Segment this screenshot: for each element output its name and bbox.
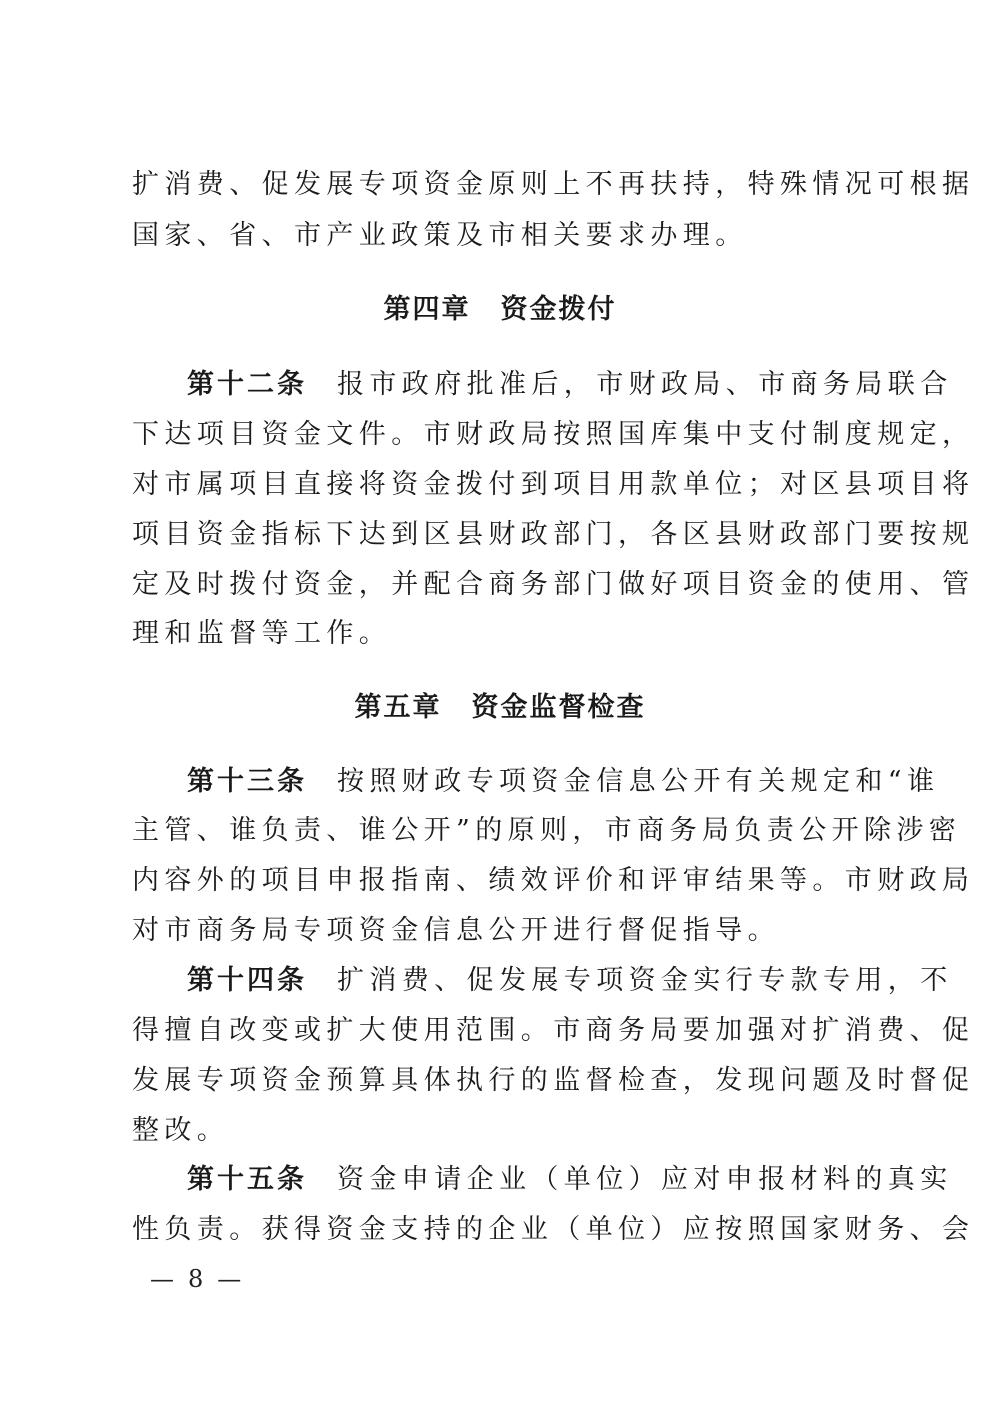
paragraph-line: 理和监督等工作。	[132, 618, 392, 649]
chapter-title: 资金监督检查	[471, 692, 646, 723]
paragraph-line: 国家、省、市产业政策及市相关要求办理。	[132, 220, 748, 251]
article-label: 第十二条	[187, 369, 307, 400]
chapter-number: 第五章	[354, 692, 442, 723]
paragraph-line: 整改。	[132, 1115, 230, 1146]
article-first-line	[187, 1160, 953, 1200]
paragraph-line: 扩消费、促发展专项资金原则上不再扶持，特殊情况可根据	[132, 169, 975, 200]
article-label: 第十五条	[187, 1164, 307, 1195]
article-label: 第十四条	[187, 965, 307, 996]
chapter-heading	[0, 688, 1000, 728]
footer-dash: —	[150, 1265, 174, 1293]
page-number-footer	[150, 1264, 241, 1294]
article-text: 资金申请企业（单位）应对申报材料的真实	[337, 1164, 953, 1195]
paragraph-line: 性负责。获得资金支持的企业（单位）应按照国家财务、会	[132, 1214, 975, 1245]
article-first-line	[187, 961, 953, 1001]
article-label: 第十三条	[187, 766, 307, 797]
paragraph-line: 内容外的项目申报指南、绩效评价和评审结果等。市财政局	[132, 865, 975, 896]
paragraph-line: 发展专项资金预算具体执行的监督检查，发现问题及时督促	[132, 1065, 975, 1096]
article-text: 报市政府批准后，市财政局、市商务局联合	[337, 369, 953, 400]
paragraph-line: 定及时拨付资金，并配合商务部门做好项目资金的使用、管	[132, 569, 975, 600]
paragraph-line: 得擅自改变或扩大使用范围。市商务局要加强对扩消费、促	[132, 1015, 975, 1046]
article-first-line	[187, 365, 953, 405]
paragraph-line: 对市属项目直接将资金拨付到项目用款单位；对区县项目将	[132, 469, 975, 500]
chapter-number: 第四章	[383, 294, 471, 325]
paragraph-line: 对市商务局专项资金信息公开进行督促指导。	[132, 915, 780, 946]
paragraph-line: 下达项目资金文件。市财政局按照国库集中支付制度规定，	[132, 419, 975, 450]
footer-dash: —	[217, 1265, 242, 1293]
chapter-heading	[0, 290, 1000, 330]
article-text: 按照财政专项资金信息公开有关规定和“谁	[337, 766, 940, 797]
article-first-line	[187, 762, 940, 802]
paragraph-line: 主管、谁负责、谁公开”的原则，市商务局负责公开除涉密	[132, 815, 962, 846]
chapter-title: 资金拨付	[500, 294, 617, 325]
page-number: 8	[188, 1265, 204, 1293]
article-text: 扩消费、促发展专项资金实行专款专用，不	[337, 965, 953, 996]
paragraph-line: 项目资金指标下达到区县财政部门，各区县财政部门要按规	[132, 519, 975, 550]
